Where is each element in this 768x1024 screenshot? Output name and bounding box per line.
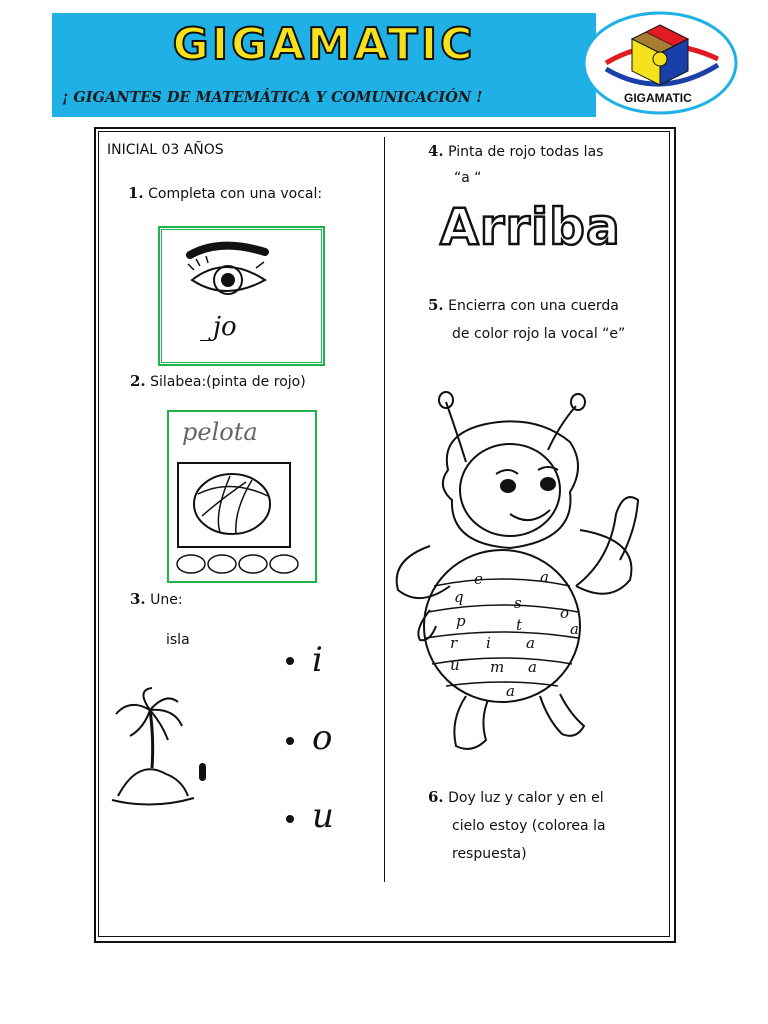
q1-word-fragment: _jo [200, 312, 237, 342]
q3-text: Une: [150, 592, 183, 608]
island-icon [108, 688, 198, 810]
bee-letter: a [506, 682, 515, 700]
eye-icon [180, 240, 280, 310]
bee-letter: o [560, 604, 570, 622]
bee-letter: p [456, 612, 466, 630]
q6-number: 6. [428, 788, 444, 806]
q2-word: pelota [182, 418, 258, 446]
question-5 [428, 296, 619, 314]
q5-line1: Encierra con una cuerda [448, 298, 619, 314]
question-1 [128, 184, 322, 202]
syllable-circles [175, 552, 305, 576]
brand-title: GIGAMATIC [172, 19, 476, 70]
q3-number: 3. [130, 590, 146, 608]
vowel-i-dot[interactable] [286, 657, 294, 665]
bee-illustration [390, 390, 650, 770]
q6-line3: respuesta) [452, 846, 527, 862]
q6-line2: cielo estoy (colorea la [452, 818, 606, 834]
q4-line1: Pinta de rojo todas las [448, 144, 604, 160]
bee-letter: a [540, 568, 549, 586]
column-divider [384, 137, 385, 882]
bee-letter: e [474, 570, 483, 588]
question-2 [130, 372, 306, 390]
bee-letter: q [454, 588, 464, 606]
bee-letter: a [570, 620, 579, 638]
island-connect-dot[interactable] [199, 763, 206, 781]
vowel-o-dot[interactable] [286, 737, 294, 745]
bee-letter: u [450, 656, 460, 674]
vowel-i: i [312, 640, 323, 680]
q4-word: Arriba [440, 198, 621, 256]
vowel-o: o [312, 718, 333, 758]
q2-number: 2. [130, 372, 146, 390]
q5-number: 5. [428, 296, 444, 314]
bee-letter: a [528, 658, 537, 676]
question-4 [428, 142, 603, 160]
q4-number: 4. [428, 142, 444, 160]
question-6 [428, 788, 604, 806]
header-banner [52, 13, 596, 117]
level-title: INICIAL 03 AÑOS [107, 142, 224, 158]
q3-word: isla [166, 632, 190, 648]
q4-line2: “a “ [454, 170, 482, 186]
q1-text: Completa con una vocal: [148, 186, 323, 202]
question-3 [130, 590, 183, 608]
bee-letter: i [486, 634, 491, 652]
q1-number: 1. [128, 184, 144, 202]
vowel-u: u [312, 796, 334, 836]
q2-text: Silabea:(pinta de rojo) [150, 374, 306, 390]
q5-line2: de color rojo la vocal “e” [452, 326, 626, 342]
bee-letter: m [490, 658, 505, 676]
logo [580, 13, 740, 117]
q6-line1: Doy luz y calor y en el [448, 790, 604, 806]
logo-text: GIGAMATIC [624, 91, 692, 105]
vowel-u-dot[interactable] [286, 815, 294, 823]
tagline: ¡ GIGANTES DE MATEMÁTICA Y COMUNICACIÓN ! [62, 89, 483, 106]
bee-letter: t [516, 616, 523, 634]
bee-letter: r [450, 634, 458, 652]
ball-icon [190, 470, 274, 538]
bee-letter: s [514, 594, 522, 612]
bee-letter: a [526, 634, 535, 652]
